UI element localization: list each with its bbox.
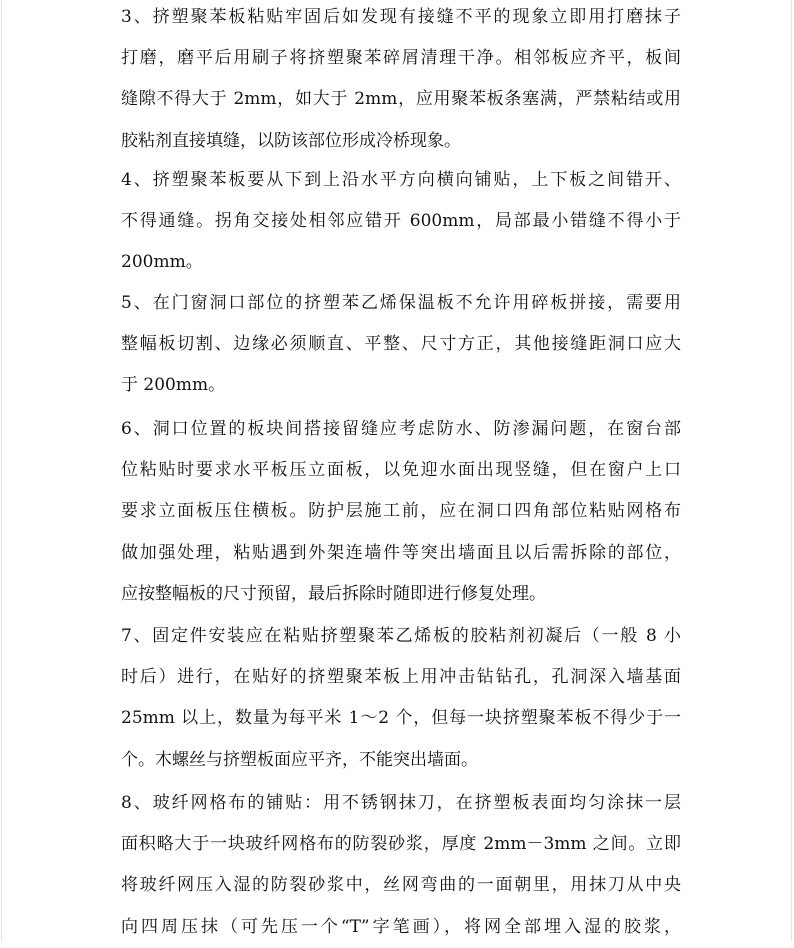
paragraph-7 xyxy=(121,616,681,781)
text-line: 打磨，磨平后用刷子将挤塑聚苯碎屑清理干净。相邻板应齐平，板间 xyxy=(121,48,681,69)
text-line: 个。木螺丝与挤塑板面应平齐，不能突出墙面。 xyxy=(121,749,478,770)
paragraph-5 xyxy=(121,283,681,407)
text-line: 向四周压抹（可先压一个“T”字笔画），将网全部埋入湿的胶浆， xyxy=(121,916,681,937)
text-line: 200mm。 xyxy=(121,252,203,273)
text-line: 做加强处理，粘贴遇到外架连墙件等突出墙面且以后需拆除的部位， xyxy=(121,542,681,563)
text-line: 6、洞口位置的板块间搭接留缝应考虑防水、防渗漏问题，在窗台部 xyxy=(121,419,681,439)
text-line: 将玻纤网压入湿的防裂砂浆中，丝网弯曲的一面朝里，用抹刀从中央 xyxy=(121,875,681,896)
text-line: 5、在门窗洞口部位的挤塑苯乙烯保温板不允许用碎板拼接，需要用 xyxy=(121,293,681,313)
text-line: 要求立面板压住横板。防护层施工前，应在洞口四角部位粘贴网格布 xyxy=(121,501,681,522)
paragraph-8 xyxy=(121,783,681,948)
text-line: 7、固定件安装应在粘贴挤塑聚苯乙烯板的胶粘剂初凝后（一般 8 小 xyxy=(121,626,681,646)
text-line: 3、挤塑聚苯板粘贴牢固后如发现有接缝不平的现象立即用打磨抹子 xyxy=(121,7,681,27)
text-line: 位粘贴时要求水平板压立面板，以免迎水面出现竖缝，但在窗户上口 xyxy=(121,460,681,481)
text-line: 于 200mm。 xyxy=(121,375,226,396)
text-line: 时后）进行，在贴好的挤塑聚苯板上用冲击钻钻孔，孔洞深入墙基面 xyxy=(121,667,681,688)
page-border-right xyxy=(791,0,792,941)
text-line: 整幅板切割、边缘必须顺直、平整、尺寸方正，其他接缝距洞口应大 xyxy=(121,334,681,355)
text-line: 不得通缝。拐角交接处相邻应错开 600mm，局部最小错缝不得小于 xyxy=(121,211,681,232)
text-line: 4、挤塑聚苯板要从下到上沿水平方向横向铺贴，上下板之间错开、 xyxy=(121,170,681,190)
paragraph-3 xyxy=(121,0,681,162)
paragraph-6 xyxy=(121,409,681,615)
page-border-left xyxy=(1,0,2,941)
text-line: 25mm 以上，数量为每平米 1～2 个，但每一块挤塑聚苯板不得少于一 xyxy=(121,708,681,729)
text-line: 8、玻纤网格布的铺贴：用不锈钢抹刀，在挤塑板表面均匀涂抹一层 xyxy=(121,793,681,813)
text-line: 应按整幅板的尺寸预留，最后拆除时随即进行修复处理。 xyxy=(121,583,546,604)
paragraph-4 xyxy=(121,160,681,284)
text-line: 胶粘剂直接填缝，以防该部位形成冷桥现象。 xyxy=(121,130,461,151)
text-line: 面积略大于一块玻纤网格布的防裂砂浆，厚度 2mm－3mm 之间。立即 xyxy=(121,834,681,855)
text-line: 缝隙不得大于 2mm，如大于 2mm，应用聚苯板条塞满，严禁粘结或用 xyxy=(121,89,681,110)
